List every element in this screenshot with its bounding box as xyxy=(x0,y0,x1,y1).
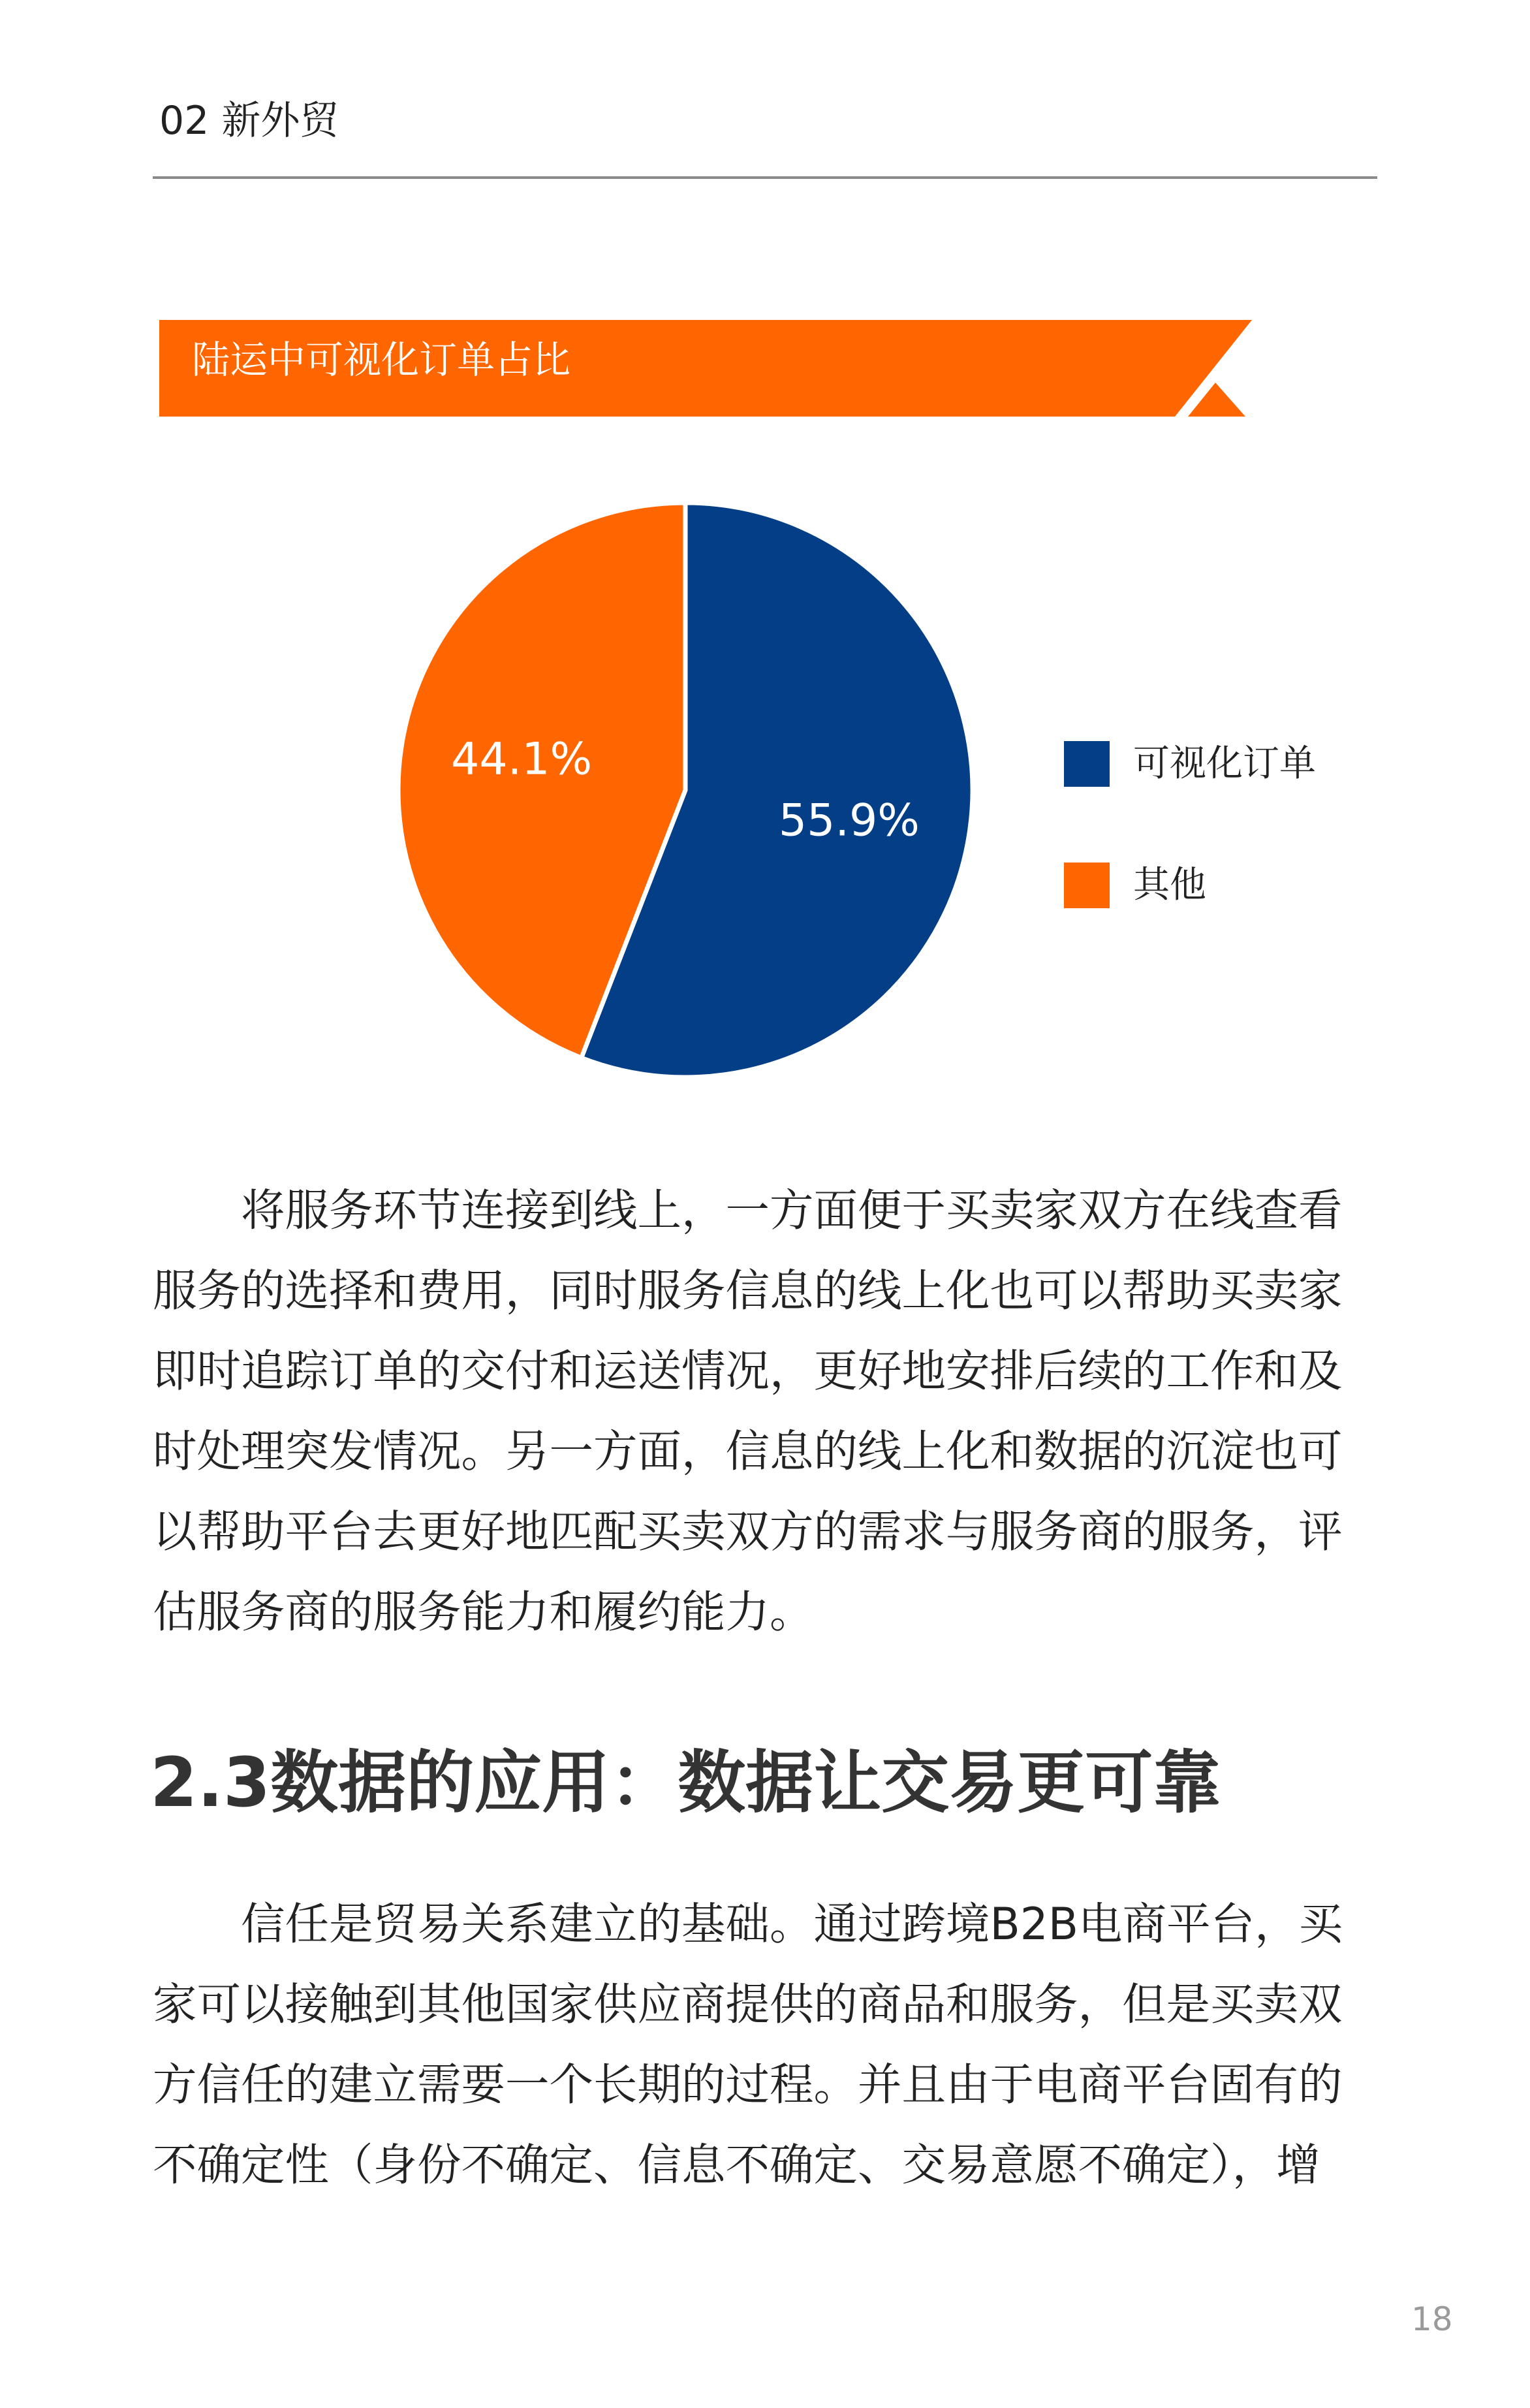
legend-item-visual-orders xyxy=(1064,735,1316,793)
paragraph-line: 时处理突发情况。另一方面，信息的线上化和数据的沉淀也可 xyxy=(153,1425,1343,1477)
paragraph-line: 信任是贸易关系建立的基础。通过跨境B2B电商平台，买 xyxy=(241,1898,1343,1950)
paragraph-line: 服务的选择和费用，同时服务信息的线上化也可以帮助买卖家 xyxy=(153,1265,1343,1316)
pie-label-visual-orders: 55.9% xyxy=(778,795,920,847)
legend-label-other: 其他 xyxy=(1133,864,1206,906)
paragraph-line: 家可以接触到其他国家供应商提供的商品和服务，但是买卖双 xyxy=(153,1978,1343,2030)
legend-swatch-visual-orders xyxy=(1064,741,1110,787)
paragraph-line: 不确定性（身份不确定、信息不确定、交易意愿不确定），增 xyxy=(153,2139,1320,2191)
paragraph-line: 将服务环节连接到线上，一方面便于买卖家双方在线查看 xyxy=(241,1184,1343,1236)
chart-title: 陆运中可视化订单占比 xyxy=(192,338,571,382)
legend-swatch-other xyxy=(1064,863,1110,908)
paragraph-line: 以帮助平台去更好地匹配买卖双方的需求与服务商的服务，评 xyxy=(153,1506,1343,1557)
chart-title-banner xyxy=(0,0,1530,457)
page-header: 02 新外贸 xyxy=(159,98,339,144)
paragraph-line: 估服务商的服务能力和履约能力。 xyxy=(153,1586,814,1638)
body-paragraph-1 xyxy=(153,1170,1354,1652)
legend-item-other xyxy=(1064,856,1316,915)
body-paragraph-2 xyxy=(153,1884,1354,2205)
page-number: 18 xyxy=(1411,2300,1453,2338)
legend-label-visual-orders: 可视化订单 xyxy=(1133,742,1316,785)
chart-legend xyxy=(1064,735,1316,977)
paragraph-line: 即时追踪订单的交付和运送情况，更好地安排后续的工作和及 xyxy=(153,1345,1343,1397)
section-heading: 2.3数据的应用：数据让交易更可靠 xyxy=(150,1743,1221,1822)
pie-label-other: 44.1% xyxy=(451,733,593,785)
pie-chart xyxy=(392,496,979,1084)
paragraph-line: 方信任的建立需要一个长期的过程。并且由于电商平台固有的 xyxy=(153,2059,1343,2110)
